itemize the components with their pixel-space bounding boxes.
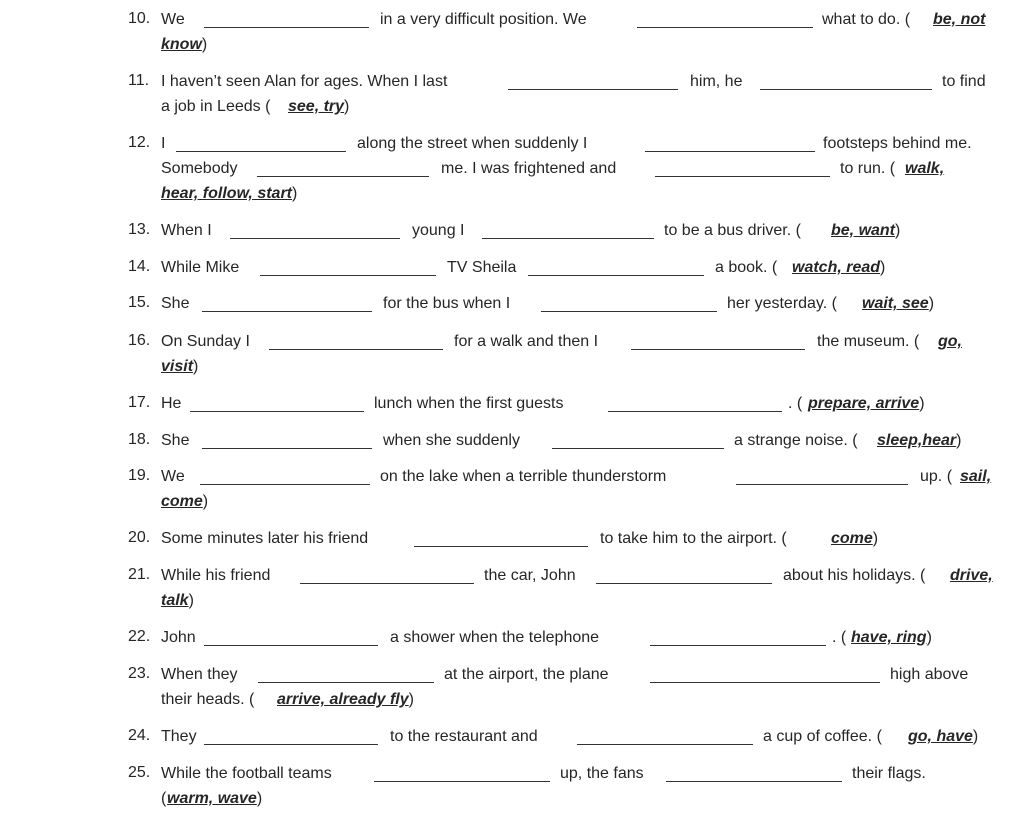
verb-hint: come) xyxy=(831,530,879,547)
verb-hint: walk, xyxy=(905,160,945,177)
verb-hint: go, have) xyxy=(908,728,979,745)
answer-blank[interactable] xyxy=(650,645,826,646)
verb-hint: arrive, already fly) xyxy=(277,691,414,708)
answer-blank[interactable] xyxy=(258,682,434,683)
sentence-text: Somebody xyxy=(161,160,238,177)
sentence-text: for the bus when I xyxy=(383,295,511,312)
sentence-text: to be a bus driver. ( xyxy=(664,222,801,239)
item-number: 19. xyxy=(128,467,151,484)
verb-hint: be, not xyxy=(933,11,986,28)
answer-blank[interactable] xyxy=(596,583,772,584)
answer-blank[interactable] xyxy=(202,311,372,312)
verb-hint: warm, wave) xyxy=(167,790,263,807)
answer-blank[interactable] xyxy=(257,176,429,177)
sentence-text: We xyxy=(161,11,185,28)
item-number: 21. xyxy=(128,566,151,583)
sentence-text: While his friend xyxy=(161,567,271,584)
answer-blank[interactable] xyxy=(260,275,436,276)
sentence-text: a cup of coffee. ( xyxy=(763,728,882,745)
sentence-text: They xyxy=(161,728,197,745)
sentence-text: their flags. xyxy=(852,765,926,782)
answer-blank[interactable] xyxy=(541,311,717,312)
sentence-text: She xyxy=(161,432,190,449)
item-number: 23. xyxy=(128,665,151,682)
answer-blank[interactable] xyxy=(202,448,372,449)
sentence-text: for a walk and then I xyxy=(454,333,599,350)
sentence-text: young I xyxy=(412,222,465,239)
sentence-text: their heads. ( xyxy=(161,691,255,708)
answer-blank[interactable] xyxy=(645,151,815,152)
sentence-text: On Sunday I xyxy=(161,333,250,350)
verb-hint: talk) xyxy=(161,592,194,609)
sentence-text: a job in Leeds ( xyxy=(161,98,271,115)
sentence-text: up. ( xyxy=(920,468,953,485)
answer-blank[interactable] xyxy=(374,781,550,782)
answer-blank[interactable] xyxy=(300,583,474,584)
verb-hint: have, ring) xyxy=(851,629,932,646)
sentence-text: a book. ( xyxy=(715,259,778,276)
sentence-text: a strange noise. ( xyxy=(734,432,858,449)
item-number: 10. xyxy=(128,10,151,27)
item-number: 24. xyxy=(128,727,151,744)
verb-hint: hear, follow, start) xyxy=(161,185,298,202)
item-number: 15. xyxy=(128,294,151,311)
item-number: 18. xyxy=(128,431,151,448)
answer-blank[interactable] xyxy=(666,781,842,782)
sentence-text: to find xyxy=(942,73,986,90)
answer-blank[interactable] xyxy=(204,744,378,745)
sentence-text: TV Sheila xyxy=(447,259,517,276)
answer-blank[interactable] xyxy=(637,27,813,28)
answer-blank[interactable] xyxy=(190,411,364,412)
sentence-text: While the football teams xyxy=(161,765,332,782)
verb-hint: prepare, arrive) xyxy=(808,395,925,412)
sentence-text: I haven’t seen Alan for ages. When I last xyxy=(161,73,448,90)
answer-blank[interactable] xyxy=(650,682,880,683)
sentence-text: I xyxy=(161,135,166,152)
answer-blank[interactable] xyxy=(200,484,370,485)
item-number: 13. xyxy=(128,221,151,238)
item-number: 14. xyxy=(128,258,151,275)
answer-blank[interactable] xyxy=(482,238,654,239)
verb-hint: watch, read) xyxy=(792,259,886,276)
sentence-text: Some minutes later his friend xyxy=(161,530,369,547)
item-number: 25. xyxy=(128,764,151,781)
sentence-text: We xyxy=(161,468,185,485)
verb-hint: come) xyxy=(161,493,209,510)
sentence-text: . ( xyxy=(788,395,803,412)
sentence-text: along the street when suddenly I xyxy=(357,135,588,152)
sentence-text: ( xyxy=(161,790,167,807)
sentence-text: to run. ( xyxy=(840,160,896,177)
answer-blank[interactable] xyxy=(552,448,724,449)
verb-hint: sleep,hear) xyxy=(877,432,962,449)
sentence-text: when she suddenly xyxy=(383,432,520,449)
verb-hint: go, xyxy=(938,333,962,350)
answer-blank[interactable] xyxy=(760,89,932,90)
answer-blank[interactable] xyxy=(269,349,443,350)
verb-hint: be, want) xyxy=(831,222,901,239)
sentence-text: him, he xyxy=(690,73,743,90)
item-number: 12. xyxy=(128,134,151,151)
sentence-text: to the restaurant and xyxy=(390,728,538,745)
sentence-text: John xyxy=(161,629,196,646)
sentence-text: in a very difficult position. We xyxy=(380,11,587,28)
verb-hint: sail, xyxy=(960,468,992,485)
sentence-text: a shower when the telephone xyxy=(390,629,600,646)
verb-hint: know) xyxy=(161,36,208,53)
sentence-text: . ( xyxy=(832,629,847,646)
sentence-text: the museum. ( xyxy=(817,333,920,350)
sentence-text: to take him to the airport. ( xyxy=(600,530,787,547)
sentence-text: high above xyxy=(890,666,969,683)
sentence-text: up, the fans xyxy=(560,765,644,782)
sentence-text: She xyxy=(161,295,190,312)
verb-hint: see, try) xyxy=(288,98,350,115)
sentence-text: He xyxy=(161,395,182,412)
sentence-text: the car, John xyxy=(484,567,576,584)
sentence-text: at the airport, the plane xyxy=(444,666,609,683)
sentence-text: lunch when the first guests xyxy=(374,395,564,412)
sentence-text: When they xyxy=(161,666,238,683)
item-number: 11. xyxy=(128,72,150,89)
verb-hint: drive, xyxy=(950,567,993,584)
item-number: 16. xyxy=(128,332,151,349)
sentence-text: about his holidays. ( xyxy=(783,567,926,584)
answer-blank[interactable] xyxy=(230,238,400,239)
answer-blank[interactable] xyxy=(204,27,369,28)
answer-blank[interactable] xyxy=(204,645,378,646)
sentence-text: When I xyxy=(161,222,212,239)
item-number: 22. xyxy=(128,628,151,645)
sentence-text: on the lake when a terrible thunderstorm xyxy=(380,468,667,485)
sentence-text: her yesterday. ( xyxy=(727,295,837,312)
answer-blank[interactable] xyxy=(508,89,678,90)
answer-blank[interactable] xyxy=(176,151,346,152)
item-number: 20. xyxy=(128,529,151,546)
answer-blank[interactable] xyxy=(414,546,588,547)
sentence-text: what to do. ( xyxy=(822,11,911,28)
answer-blank[interactable] xyxy=(608,411,782,412)
verb-hint: visit) xyxy=(161,358,199,375)
sentence-text: While Mike xyxy=(161,259,240,276)
answer-blank[interactable] xyxy=(736,484,908,485)
answer-blank[interactable] xyxy=(655,176,830,177)
item-number: 17. xyxy=(128,394,151,411)
answer-blank[interactable] xyxy=(631,349,805,350)
answer-blank[interactable] xyxy=(528,275,704,276)
sentence-text: me. I was frightened and xyxy=(441,160,617,177)
verb-hint: wait, see) xyxy=(862,295,935,312)
sentence-text: footsteps behind me. xyxy=(823,135,972,152)
answer-blank[interactable] xyxy=(577,744,753,745)
